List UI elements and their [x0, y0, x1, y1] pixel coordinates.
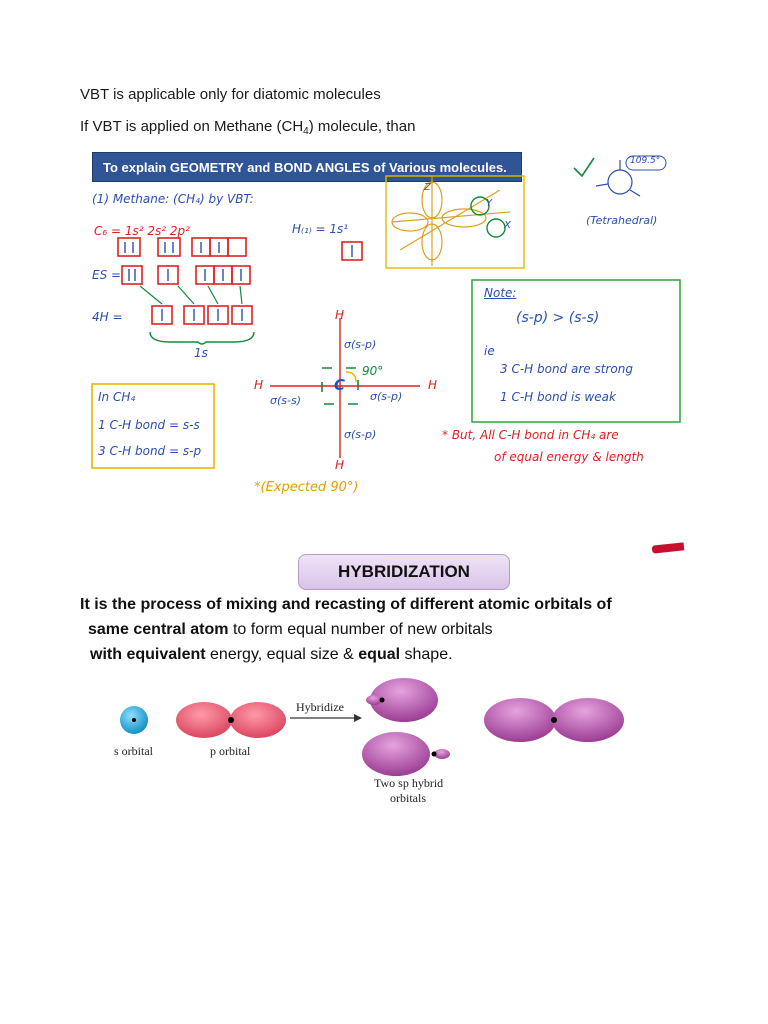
sigma-top: σ(s-p)	[344, 338, 377, 351]
carbon-config: C₆ = 1s² 2s² 2p²	[94, 224, 190, 238]
hybridize-label: Hybridize	[296, 700, 344, 714]
definition-line-2	[88, 621, 493, 639]
sigma-bottom: σ(s-p)	[344, 428, 377, 441]
statement-vbt-methane	[80, 118, 415, 137]
expected-angle: *(Expected 90°)	[254, 480, 359, 495]
p-orbital-label: p orbital	[210, 744, 251, 758]
note-ie: ie	[484, 344, 495, 358]
def3-normal1: energy, equal size &	[205, 646, 359, 663]
methane-vbt-whiteboard	[80, 146, 686, 510]
cp-bond-line: 3 C-H bond = s-p	[98, 444, 202, 458]
but-line-1: * But, All C-H bond in CH₄ are	[442, 428, 619, 442]
h-bottom: H	[335, 458, 345, 472]
s-orbital-label: s orbital	[114, 744, 153, 758]
axis-z: Z	[424, 182, 431, 193]
note-relation: (s-p) > (s-s)	[516, 310, 600, 326]
statement-vbt-diatomic: VBT is applicable only for diatomic molecules	[80, 86, 381, 103]
sigma-right: σ(s-p)	[370, 390, 403, 403]
definition-line-1: It is the process of mixing and recasting of different atomic orbitals of	[80, 596, 612, 613]
angle-90: 90°	[362, 364, 384, 378]
def2-rest: to form equal number of new orbitals	[228, 621, 493, 638]
sp-label-line1: Two sp hybrid	[374, 776, 444, 790]
line2-subscript: 4	[303, 126, 309, 137]
cs-bond-line: 1 C-H bond = s-s	[98, 418, 200, 432]
hydrogen-config: H₍₁₎ = 1s¹	[292, 222, 349, 236]
tetrahedral-angle: 109.5°	[630, 156, 661, 166]
es-label: ES =	[92, 268, 122, 282]
but-line-2: of equal energy & length	[494, 450, 644, 464]
h-top: H	[335, 308, 345, 322]
axis-y: Y	[486, 198, 493, 209]
sp-combined-lobe-right	[552, 698, 624, 742]
sp-label-line2: orbitals	[390, 791, 426, 805]
orbital-drawing	[92, 672, 652, 822]
in-ch4-title: In CH₄	[98, 390, 136, 404]
line2-prefix: If VBT is applied on Methane (CH	[80, 118, 304, 135]
hybridization-title: HYBRIDIZATION	[298, 554, 510, 590]
red-edge-mark	[652, 542, 685, 553]
h-right: H	[428, 378, 438, 392]
note-weak: 1 C-H bond is weak	[500, 390, 616, 404]
geometry-banner: To explain GEOMETRY and BOND ANGLES of Various molecules.	[92, 152, 522, 182]
note-title: Note:	[484, 286, 517, 300]
note-strong: 3 C-H bond are strong	[500, 362, 633, 376]
sigma-left: σ(s-s)	[270, 394, 301, 407]
line2-suffix: ) molecule, than	[308, 118, 416, 135]
def3-normal2: shape.	[400, 646, 453, 663]
definition-line-3	[90, 646, 453, 664]
four-h-label: 4H =	[92, 310, 123, 324]
sp-orbital-bottom-large	[362, 732, 430, 776]
def3-bold2: equal	[358, 646, 401, 663]
methane-heading: (1) Methane: (CH₄) by VBT:	[92, 192, 254, 206]
tetrahedral-label: (Tetrahedral)	[586, 214, 658, 227]
h-left: H	[254, 378, 264, 392]
p-orbital-lobe-left	[176, 702, 232, 738]
sp-combined-lobe-left	[484, 698, 556, 742]
one-s-label: 1s	[194, 346, 208, 360]
def3-bold1: with equivalent	[90, 646, 206, 663]
def2-bold: same central atom	[88, 621, 229, 638]
axis-x: X	[504, 220, 511, 231]
p-orbital-lobe-right	[230, 702, 286, 738]
hybridization-figure	[92, 672, 652, 822]
central-carbon: C	[334, 376, 346, 394]
